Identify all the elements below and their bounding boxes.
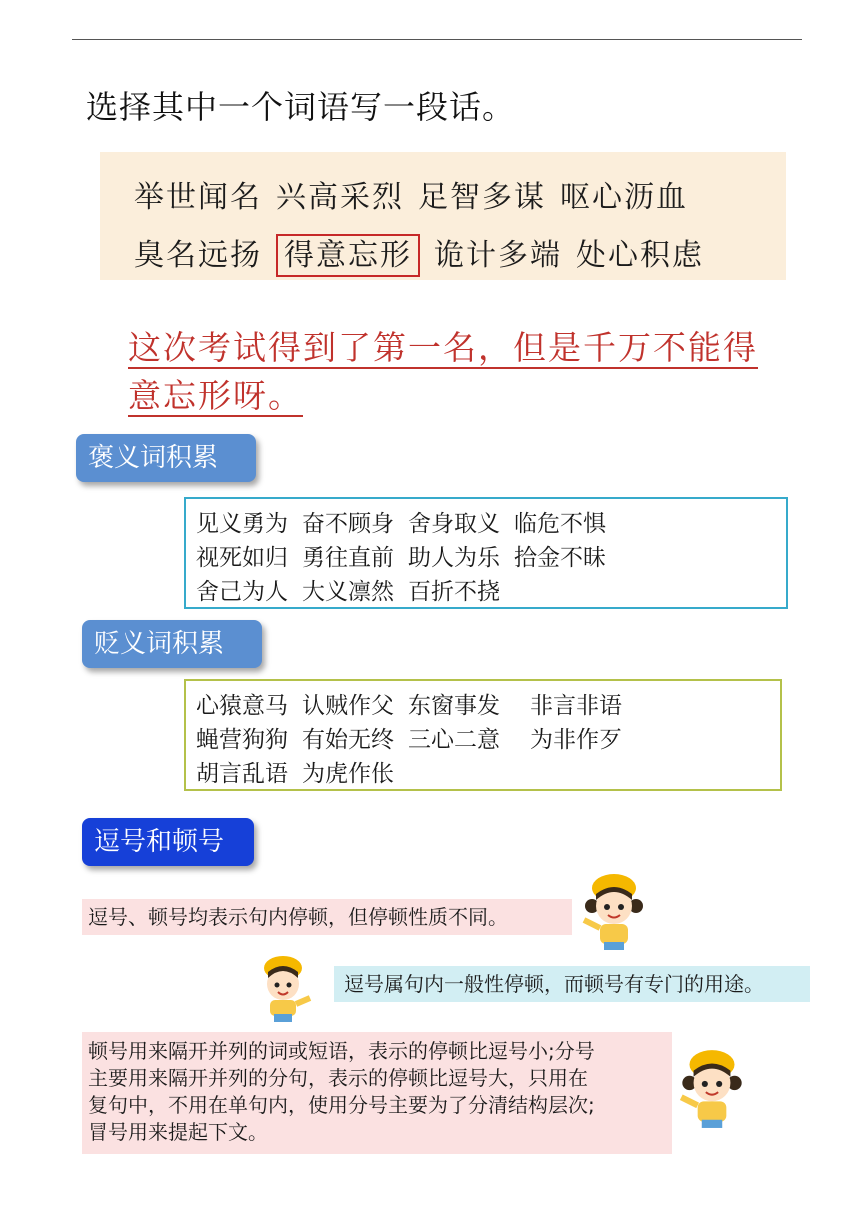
example-sentence — [128, 324, 788, 420]
derogatory-tab: 贬义词积累 — [82, 620, 262, 668]
highlighted-idiom: 得意忘形 — [276, 234, 420, 277]
word: 胡言乱语 — [196, 761, 288, 787]
word: 奋不顾身 — [302, 511, 394, 537]
word: 拾金不昧 — [514, 545, 606, 571]
word: 视死如归 — [196, 545, 288, 571]
idiom-row-1 — [134, 172, 702, 216]
idiom: 兴高采烈 — [276, 180, 404, 215]
note-line: 冒号用来提起下文。 — [88, 1120, 268, 1144]
word: 临危不惧 — [514, 511, 606, 537]
word: 东窗事发 — [408, 693, 500, 719]
example-line-2: 意忘形呀。 — [128, 376, 303, 415]
word: 认贼作父 — [302, 693, 394, 719]
example-line-1: 这次考试得到了第一名，但是千万不能得 — [128, 328, 758, 367]
word-row — [196, 757, 770, 791]
girl-cartoon-icon — [576, 868, 652, 952]
word-row — [196, 575, 776, 609]
punctuation-tab: 逗号和顿号 — [82, 818, 254, 866]
word-row — [196, 541, 776, 575]
word-row — [196, 723, 770, 757]
commendatory-word-box — [184, 497, 788, 609]
boy-cartoon-icon — [250, 952, 316, 1026]
derogatory-word-box — [184, 679, 782, 791]
word: 为虎作伥 — [302, 761, 394, 787]
idiom: 举世闻名 — [134, 180, 262, 215]
idiom: 诡计多端 — [434, 238, 562, 273]
word: 有始无终 — [302, 727, 394, 753]
word: 舍身取义 — [408, 511, 500, 537]
note-line: 复句中，不用在单句内，使用分号主要为了分清结构层次; — [88, 1093, 595, 1117]
note-line: 主要用来隔开并列的分句，表示的停顿比逗号大，只用在 — [88, 1066, 588, 1090]
word: 助人为乐 — [408, 545, 500, 571]
word-row — [196, 689, 770, 723]
word-row — [196, 507, 776, 541]
idiom-row-2 — [134, 230, 718, 274]
idiom: 处心积虑 — [576, 238, 704, 273]
word: 大义凛然 — [302, 579, 394, 605]
word: 蝇营狗狗 — [196, 727, 288, 753]
page-heading: 选择其中一个词语写一段话。 — [86, 88, 516, 126]
idiom: 臭名远扬 — [134, 238, 262, 273]
word: 非言非语 — [530, 693, 622, 719]
word: 舍己为人 — [196, 579, 288, 605]
punctuation-note-3 — [82, 1032, 672, 1154]
word: 心猿意马 — [196, 693, 288, 719]
word: 见义勇为 — [196, 511, 288, 537]
top-rule — [72, 39, 802, 40]
girl-cartoon-icon — [672, 1044, 752, 1130]
punctuation-note-2: 逗号属句内一般性停顿，而顿号有专门的用途。 — [334, 966, 810, 1002]
note-line: 顿号用来隔开并列的词或短语，表示的停顿比逗号小;分号 — [88, 1039, 595, 1063]
idiom: 足智多谋 — [418, 180, 546, 215]
word: 为非作歹 — [530, 727, 622, 753]
word: 勇往直前 — [302, 545, 394, 571]
punctuation-note-1: 逗号、顿号均表示句内停顿，但停顿性质不同。 — [82, 899, 572, 935]
commendatory-tab: 褒义词积累 — [76, 434, 256, 482]
word: 百折不挠 — [408, 579, 500, 605]
idiom: 呕心沥血 — [560, 180, 688, 215]
word: 三心二意 — [408, 727, 500, 753]
idiom-panel — [100, 152, 786, 280]
